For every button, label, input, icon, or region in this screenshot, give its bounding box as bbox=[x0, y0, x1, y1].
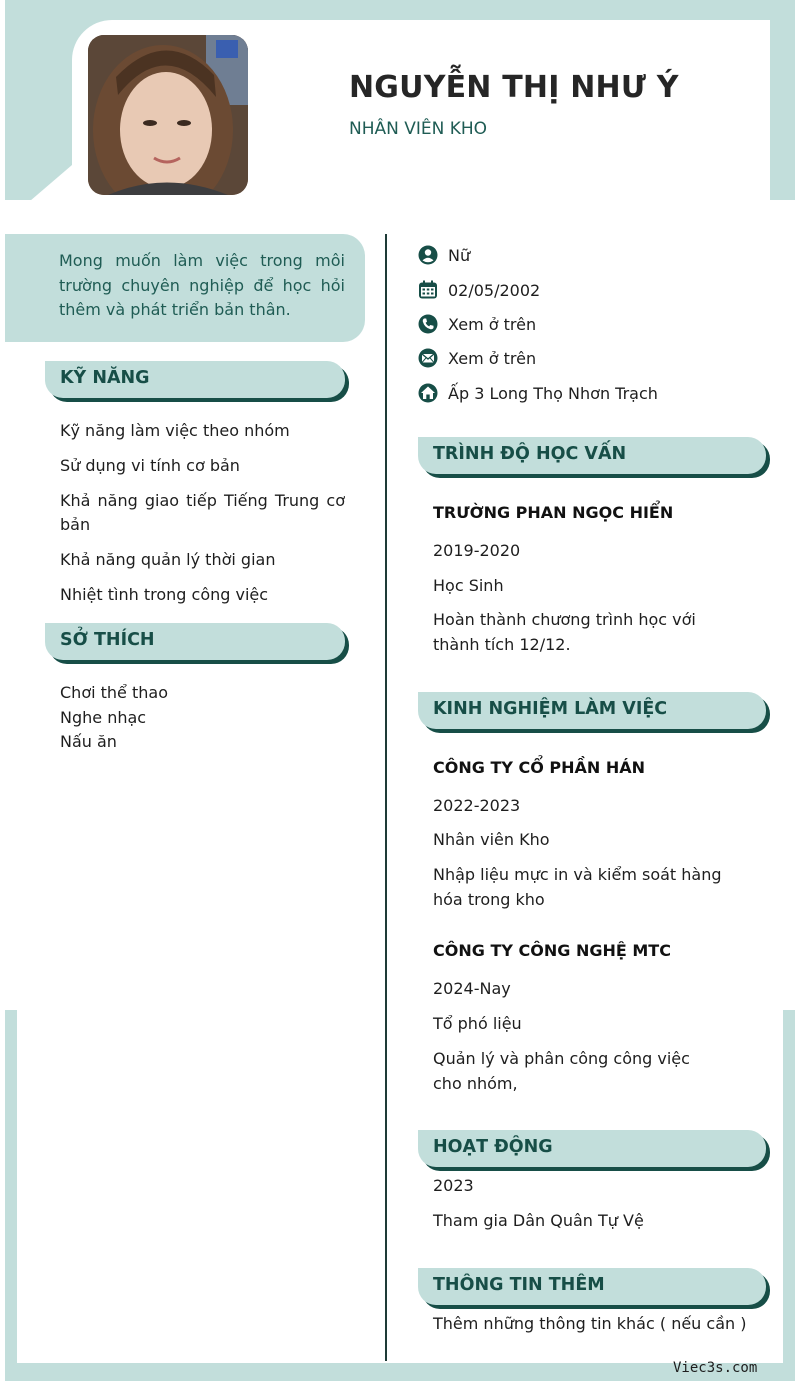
skill-item: Khả năng giao tiếp Tiếng Trung cơ bản bbox=[60, 491, 345, 534]
frame-right-border bbox=[783, 1010, 795, 1381]
skill-item: Sử dụng vi tính cơ bản bbox=[60, 456, 240, 475]
user-icon bbox=[418, 245, 438, 265]
header-notch bbox=[30, 165, 72, 201]
birthday-value: 02/05/2002 bbox=[448, 280, 541, 300]
skills-title: KỸ NĂNG bbox=[45, 361, 345, 398]
hobbies-title: SỞ THÍCH bbox=[45, 623, 345, 660]
column-divider bbox=[385, 234, 387, 1361]
skill-item: Khả năng quản lý thời gian bbox=[60, 550, 276, 569]
skills-section-header bbox=[45, 361, 345, 398]
contact-email bbox=[418, 346, 536, 370]
skill-item: Kỹ năng làm việc theo nhóm bbox=[60, 421, 290, 440]
gender-value: Nữ bbox=[448, 245, 471, 265]
education-role: Học Sinh bbox=[433, 576, 504, 595]
job-period: 2022-2023 bbox=[433, 796, 521, 815]
hobbies-section-header bbox=[45, 623, 345, 660]
education-title: TRÌNH ĐỘ HỌC VẤN bbox=[418, 437, 766, 474]
education-section-header bbox=[418, 437, 766, 474]
phone-value: Xem ở trên bbox=[448, 314, 537, 334]
company-name: CÔNG TY CÔNG NGHỆ MTC bbox=[433, 941, 671, 960]
hobby-item: Nấu ăn bbox=[60, 732, 117, 751]
activities-title: HOẠT ĐỘNG bbox=[418, 1130, 766, 1167]
brand-watermark: Viec3s.com bbox=[673, 1360, 758, 1376]
job-period: 2024-Nay bbox=[433, 979, 511, 998]
experience-title: KINH NGHIỆM LÀM VIỆC bbox=[418, 692, 766, 729]
contact-address bbox=[418, 381, 658, 405]
job-role: Tổ phó liệu bbox=[433, 1014, 522, 1033]
career-objective: Mong muốn làm việc trong môi trường chuyên nghiệp để học hỏi thêm và phát triển bản thân. bbox=[5, 234, 365, 342]
contact-gender bbox=[418, 243, 470, 267]
experience-section-header bbox=[418, 692, 766, 729]
additional-title: THÔNG TIN THÊM bbox=[418, 1268, 766, 1305]
contact-birthday bbox=[418, 278, 540, 302]
activities-section-header bbox=[418, 1130, 766, 1167]
additional-description: Thêm những thông tin khác ( nếu cần ) bbox=[433, 1314, 747, 1333]
profile-photo bbox=[88, 35, 248, 195]
school-name: TRƯỜNG PHAN NGỌC HIỂN bbox=[433, 503, 674, 522]
hobby-item: Chơi thể thao bbox=[60, 683, 168, 702]
company-name: CÔNG TY CỔ PHẦN HÁN bbox=[433, 758, 646, 777]
mail-icon bbox=[418, 348, 438, 368]
home-icon bbox=[418, 383, 438, 403]
frame-left-border bbox=[5, 1010, 17, 1381]
additional-section-header bbox=[418, 1268, 766, 1305]
contact-phone bbox=[418, 312, 536, 336]
email-value: Xem ở trên bbox=[448, 348, 537, 368]
education-period: 2019-2020 bbox=[433, 541, 521, 560]
activity-year: 2023 bbox=[433, 1176, 474, 1195]
candidate-name: NGUYỄN THỊ NHƯ Ý bbox=[349, 70, 679, 105]
job-role: Nhân viên Kho bbox=[433, 830, 550, 849]
job-title: NHÂN VIÊN KHO bbox=[349, 119, 488, 139]
activity-description: Tham gia Dân Quân Tự Vệ bbox=[433, 1211, 644, 1230]
calendar-icon bbox=[418, 280, 438, 300]
skill-item: Nhiệt tình trong công việc bbox=[60, 585, 269, 604]
education-description: Hoàn thành chương trình học với thành tích 12/12. bbox=[433, 610, 696, 654]
address-value: Ấp 3 Long Thọ Nhơn Trạch bbox=[448, 383, 658, 403]
phone-icon bbox=[418, 314, 438, 334]
hobby-item: Nghe nhạc bbox=[60, 708, 147, 727]
job-description: Quản lý và phân công công việc cho nhóm, bbox=[433, 1049, 690, 1093]
job-description: Nhập liệu mực in và kiểm soát hàng hóa trong kho bbox=[433, 865, 722, 909]
